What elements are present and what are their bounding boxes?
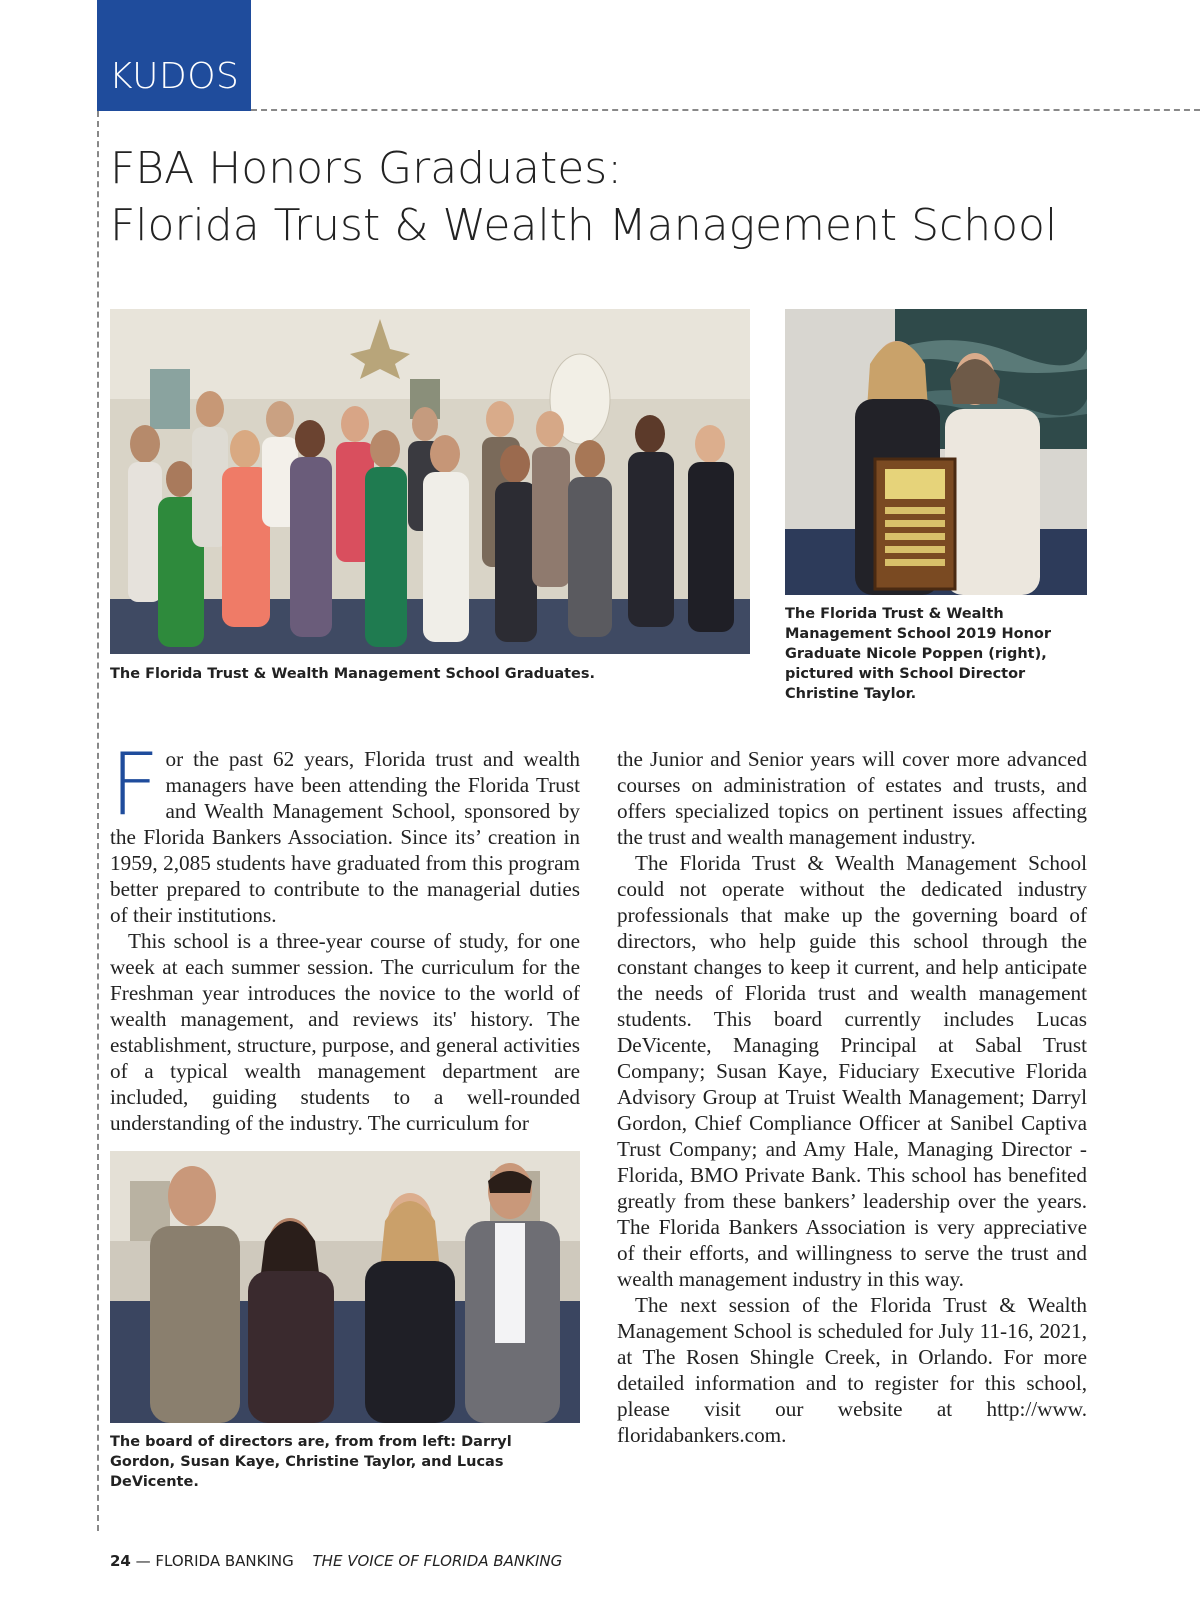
paragraph-1-text: or the past 62 years, Florida trust and wealth managers have been attending the Florida Trust and Wealth Management School, sponsored by the Florida Bankers Association. Since its’ creation in 1959, 2,085 students have graduated from this program better prepared to contribute to the managerial duties of their institutions. [110, 747, 580, 927]
graduates-group-photo [110, 309, 750, 654]
publication-tagline: THE VOICE OF FLORIDA BANKING [312, 1552, 563, 1570]
dropcap: F [110, 735, 160, 835]
page-footer [110, 1552, 562, 1570]
dashed-rule-top [251, 109, 1200, 111]
article-title [110, 140, 1170, 254]
paragraph-3: the Junior and Senior years will cover more advanced courses on administration of estates and trusts, and offers specialized topics on pertinent issues affecting the trust and wealth management industry. [617, 747, 1087, 849]
paragraph-5: The next session of the Florida Trust & Wealth Management School is scheduled for July 11-16, 2021, at The Rosen Shingle Creek, in Orlando. For more detailed information and to register for this school, please visit our website at http://www. floridabankers.com. [617, 1293, 1087, 1447]
publication-name: — FLORIDA BANKING [135, 1552, 294, 1570]
dashed-rule-left [97, 111, 99, 1531]
paragraph-4: The Florida Trust & Wealth Management School could not operate without the dedicated industry professionals that make up the governing board of directors, who help guide this school through the constant changes to keep it current, and help anticipate the needs of Florida trust and wealth management students. This board currently includes Lucas DeVicente, Managing Principal at Sabal Trust Company; Susan Kaye, Fiduciary Executive Florida Advisory Group at Truist Wealth Management; Darryl Gordon, Chief Compliance Officer at Sanibel Captiva Trust Company; and Amy Hale, Managing Director - Florida, BMO Private Bank. This school has benefited greatly from these bankers’ leadership over the years. The Florida Bankers Association is very appreciative of their efforts, and willingness to serve the trust and wealth management industry in this way. [617, 851, 1087, 1291]
honor-graduate-caption: The Florida Trust & Wealth Management School 2019 Honor Graduate Nicole Poppen (right), pictured with School Director Christine Taylor. [785, 606, 1052, 702]
title-line-1: FBA Honors Graduates: [110, 143, 623, 194]
graduates-caption: The Florida Trust & Wealth Management School Graduates. [110, 666, 596, 682]
title-line-2: Florida Trust & Wealth Management School [110, 200, 1058, 251]
section-tab [97, 0, 251, 111]
article-column-1 [110, 735, 580, 1136]
article-column-2 [617, 746, 1087, 1448]
paragraph-2: This school is a three-year course of study, for one week at each summer session. The curriculum for the Freshman year introduces the novice to the world of wealth management, and reviews its' history. The establishment, structure, purpose, and general activities of a typical wealth management department are included, guiding students to a well-rounded understanding of the industry. The curriculum for [110, 929, 580, 1135]
board-of-directors-photo [110, 1151, 580, 1423]
page-number: 24 [110, 1552, 131, 1570]
board-caption: The board of directors are, from from left: Darryl Gordon, Susan Kaye, Christine Taylor, and Lucas DeVicente. [110, 1434, 512, 1490]
section-tab-label: KUDOS [109, 56, 240, 97]
honor-graduate-photo [785, 309, 1087, 595]
paragraph-1 [110, 735, 580, 928]
